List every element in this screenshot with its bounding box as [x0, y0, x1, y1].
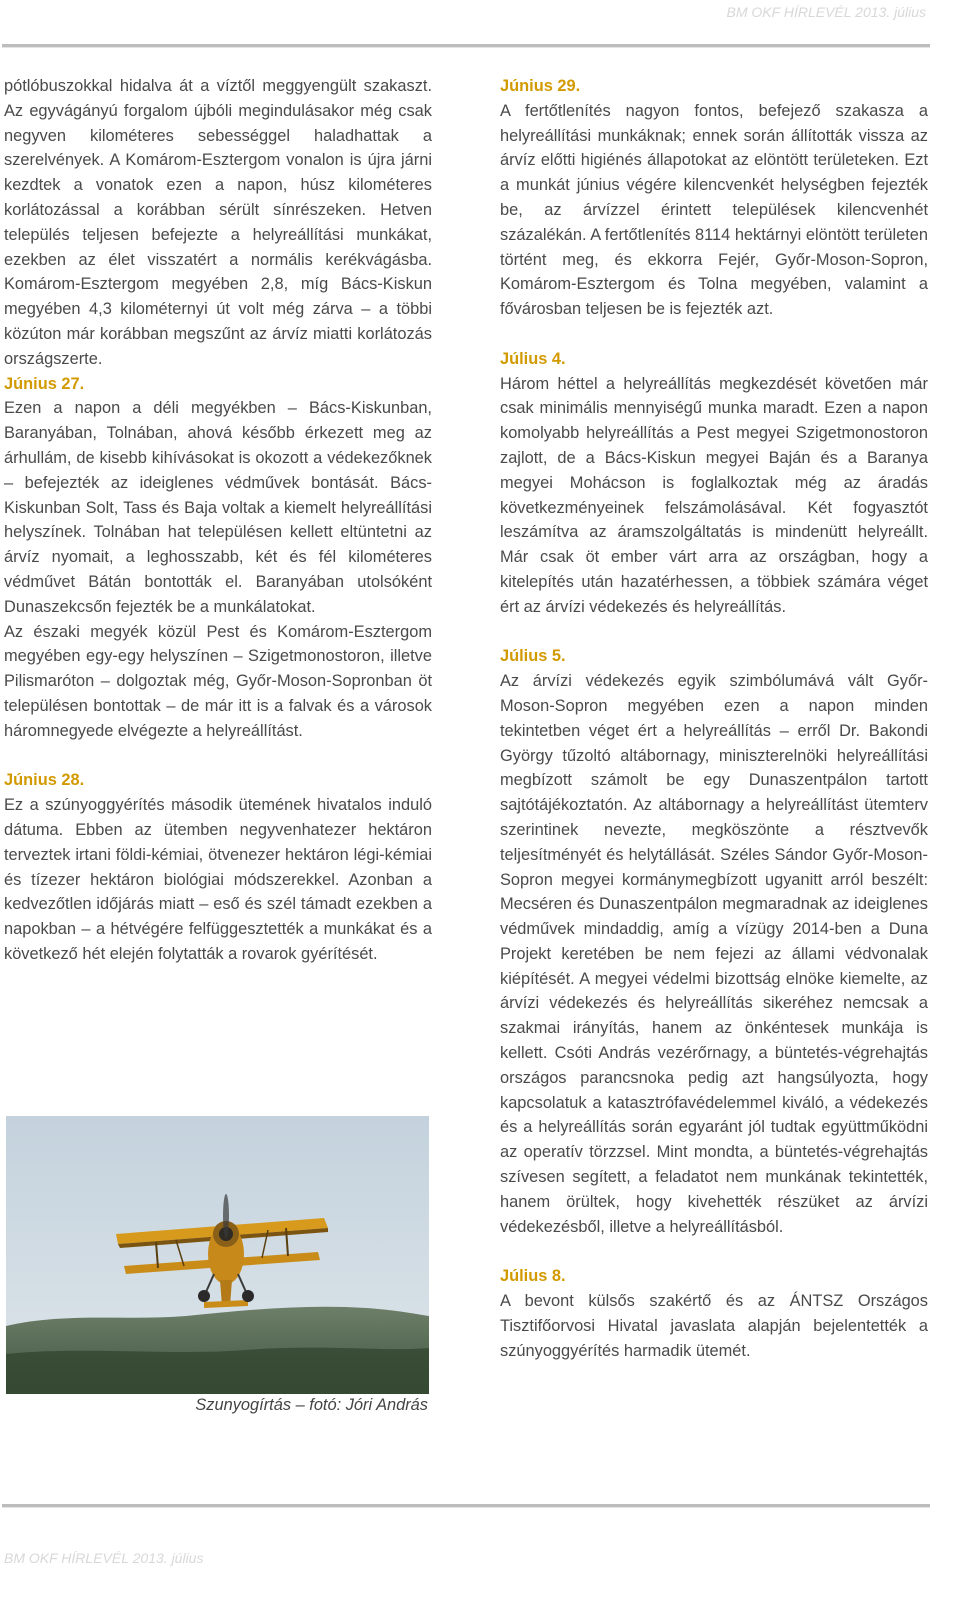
top-divider: [2, 44, 930, 48]
article-paragraph: A bevont külsős szakértő és az ÁNTSZ Országos Tisztifőorvosi Hivatal javaslata alapján bejelentették a szúnyoggyérítés harmadik ütemét.: [500, 1292, 928, 1360]
bottom-divider: [2, 1504, 930, 1508]
header-title: BM OKF HÍRLEVÉL 2013. július: [726, 4, 926, 20]
article-paragraph: pótlóbuszokkal hidalva át a víztől meggyengült szakaszt. Az egyvágányú forgalom újbóli megindulásakor még csak negyven kilométeres sebességgel haladhattak a szerelvények. A Komárom-Esztergom vonalon is újra járni kezdtek a vonatok ezen a napon, húsz kilométeres korlátozással a korábban sérült sínrészeken. Hetven település teljesen befejezte a helyreállítási munkákat, ezekben az élet visszatért a normális kerékvágásba. Komárom-Esztergom megyében 2,8, míg Bács-Kiskun megyében 4,3 kilométernyi út volt még zárva – a többi közúton már korábban megszűnt az árvíz miatti korlátozás országszerte.: [4, 77, 432, 368]
right-column: [500, 74, 928, 1363]
date-heading: Július 4.: [500, 349, 566, 368]
date-heading: Július 5.: [500, 647, 566, 666]
article-paragraph: Három héttel a helyreállítás megkezdését követően már csak minimális mennyiségű munka maradt. Ezen a napon komolyabb helyreállítás a Pest megyei Szigetmonostoron zajlott, de a Bács-Kiskun megyei Baján és a Baranya megyei Mohácson is foglalkoztak még az áradás következményeinek felszámolásával. Két fogyasztót leszámítva az áramszolgáltatás is mindenütt helyreállt. Már csak öt ember várt arra az országban, hogy a kitelepítés után hazatérhessen, a többiek számára véget ért az árvízi védekezés és helyreállítás.: [500, 374, 928, 616]
article-paragraph: Az árvízi védekezés egyik szimbólumává vált Győr-Moson-Sopron megyében ezen a napon minden tekintetben véget ért a helyreállítás – erről Dr. Bakondi György tűzoltó altábornagy, miniszterelnöki helyreállítási megbízott számolt be egy Dunaszentpálon tartott sajtótájékoztatón. Az altábornagy a helyreállítást ütemterv szerintinek nevezte, megköszönte a résztvevők teljesítményét és helytállását. Széles Sándor Győr-Moson-Sopron megyei kormánymegbízott ugyanitt arról beszélt: Mecséren és Dunaszentpálon megmaradnak az ideiglenes védművek mindaddig, amíg a vízügy 2014-ben a Duna Projekt keretében be nem fejezi az állami védvonalak kiépítését. A megyei védelmi bizottság elnöke kiemelte, az árvízi védekezés és helyreállítás sikeréhez nemcsak a szakmai irányítás, hanem az önkéntesek munkája is kellett. Csóti András vezérőrnagy, a büntetés-végrehajtás országos parancsnoka pedig azt hangsúlyozta, hogy kapcsolatuk a katasztrófavédelemmel kiváló, a védekezés és a helyreállítás során egyaránt jól tudtak együttműködni az operatív törzzsel. Mint mondta, a büntetés-végrehajtás szívesen segített, a feladatot nem munkának tekintették, hanem örültek, hogy kivehették részüket az árvízi védekezésből, illetve a helyreállításból.: [500, 672, 928, 1236]
date-heading: Június 28.: [4, 771, 85, 790]
photo-caption: Szunyogírtás – fotó: Jóri András: [195, 1396, 428, 1414]
article-paragraph: A fertőtlenítés nagyon fontos, befejező szakasza a helyreállítási munkáknak; ennek során állították vissza az árvíz előtti higiénés állapotokat az elöntött területeken. Ezt a munkát június végére kilencvenkét helységben fejezték be, az árvízzel érintett települések kilencvenhét százalékán. A fertőtlenítés 8114 hektárnyi elöntött területen történt meg, és ekkorra Fejér, Győr-Moson-Sopron, Komárom-Esztergom és Tolna megyében, valamint a fővárosban teljesen be is fejezték azt.: [500, 101, 928, 319]
footer-title: BM OKF HÍRLEVÉL 2013. július: [4, 1550, 204, 1566]
article-paragraph: Ez a szúnyoggyérítés második ütemének hivatalos induló dátuma. Ebben az ütemben negyvenhatezer hektáron terveztek irtani földi-kémiai, ötvenezer hektáron légi-kémiai és tízezer hektáron biológiai módszerekkel. Azonban a kedvezőtlen időjárás miatt – eső és szél támadt ezekben a napokban – a hétvégére felfüggesztették a munkákat és a következő hét elején folytatták a rovarok gyérítését.: [4, 796, 432, 963]
biplane-image: [6, 1116, 429, 1394]
date-heading: Július 8.: [500, 1267, 566, 1286]
article-paragraph: Az északi megyék közül Pest és Komárom-Esztergom megyében egy-egy helyszínen – Szigetmonostoron, illetve Pilismaróton – dolgoztak még, Győr-Moson-Sopronban öt településen bontottak – de már itt is a falvak és a városok háromnegyede elvégezte a helyreállítást.: [4, 622, 432, 740]
mosquito-control-photo: [6, 1116, 429, 1394]
date-heading: Június 29.: [500, 77, 581, 95]
date-heading: Június 27.: [4, 374, 85, 393]
article-paragraph: Ezen a napon a déli megyékben – Bács-Kiskunban, Baranyában, Tolnában, ahová később érkezett meg az árhullám, de kisebb kihívásokat is okozott a védekezőknek – befejezték az ideiglenes védművek bontását. Bács-Kiskunban Solt, Tass és Baja voltak a kiemelt helyreállítási helyszínek. Tolnában hat településen kellett eltüntetni az árvíz nyomait, a leghosszabb, két és fél kilométeres védművet Bátán bontották el. Baranyában utolsóként Dunaszekcsőn fejezték be a munkálatokat.: [4, 399, 432, 616]
left-column: [4, 74, 432, 967]
